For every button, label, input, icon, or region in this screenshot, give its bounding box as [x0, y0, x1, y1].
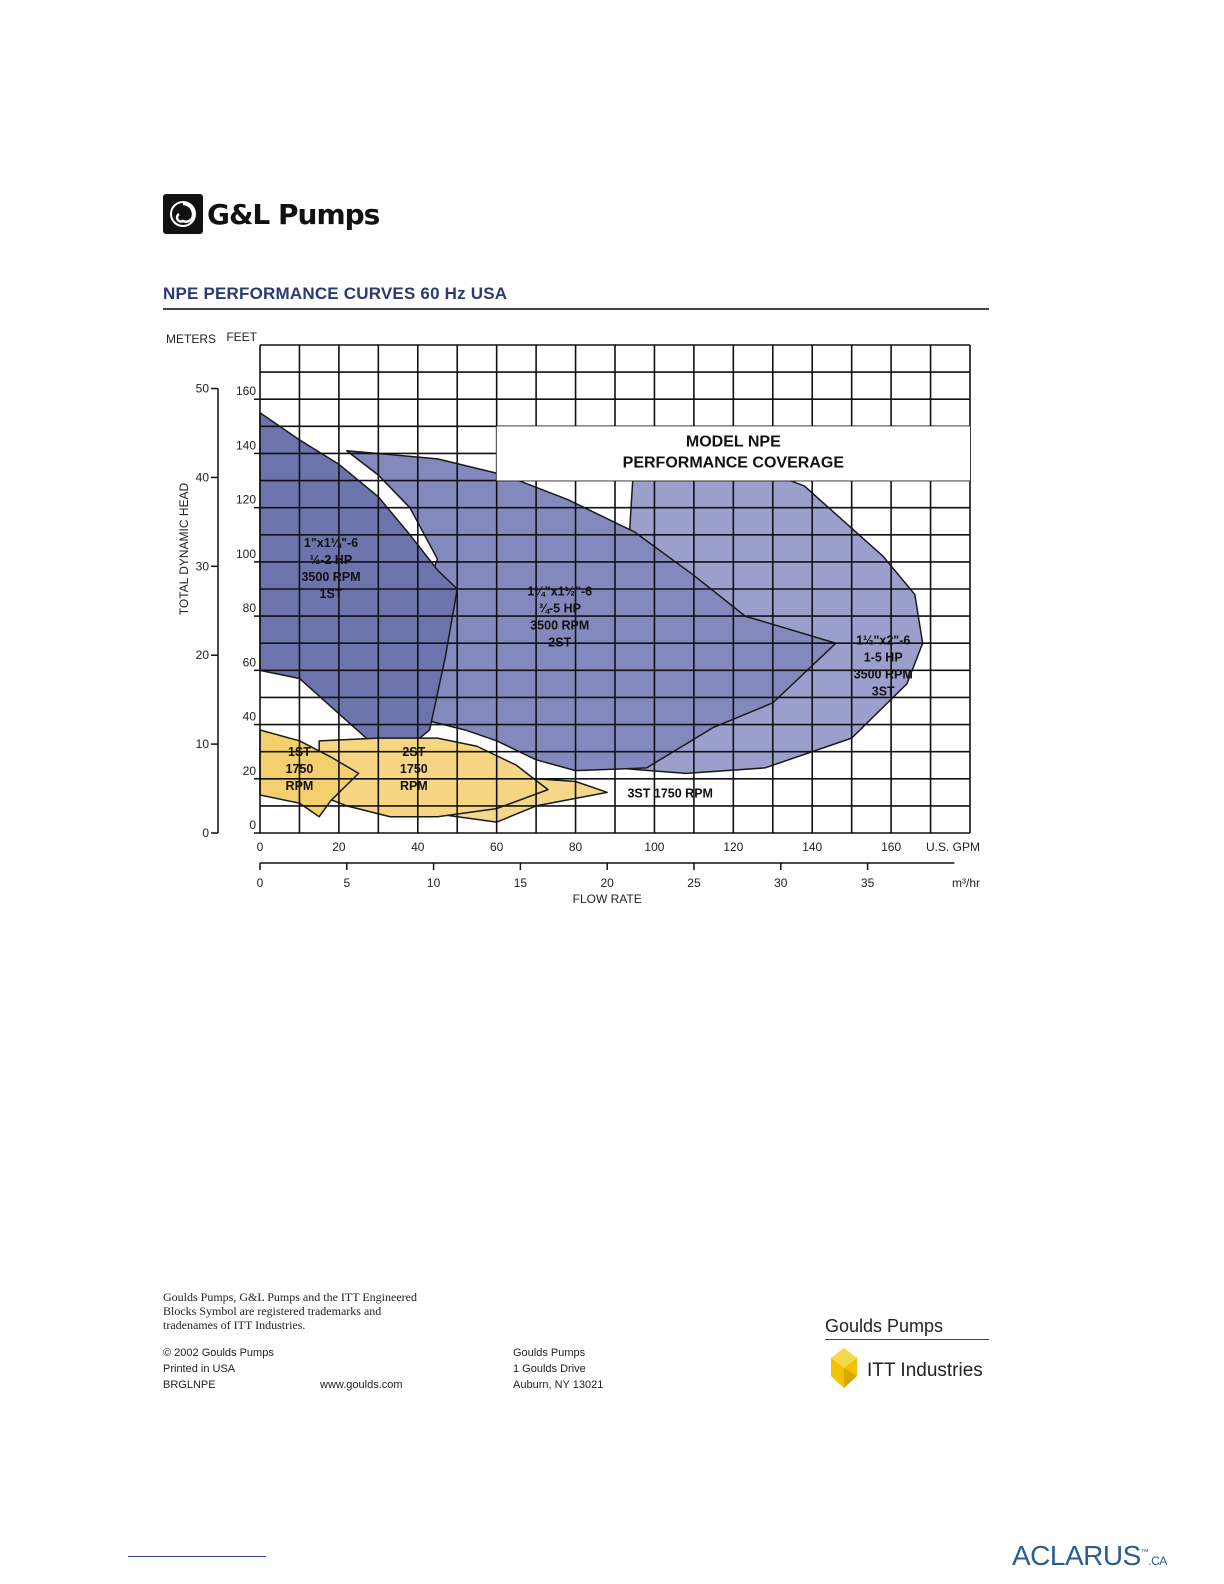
- x2-unit-label: m³/hr: [952, 876, 980, 890]
- x-tick-label: 0: [256, 840, 264, 854]
- y-axis-title: TOTAL DYNAMIC HEAD: [177, 482, 191, 616]
- gl-pumps-logo: [163, 192, 379, 236]
- series-label: 3500 RPM: [853, 667, 913, 682]
- series-label: RPM: [399, 778, 428, 793]
- corporate-logo: [825, 1316, 989, 1395]
- trademark-line: tradenames of ITT Industries.: [163, 1318, 306, 1332]
- y-tick-label: 160: [235, 384, 256, 399]
- x2-tick-label: 25: [687, 876, 701, 890]
- parent-name: ITT Industries: [867, 1359, 983, 1381]
- series-label: 1ST: [319, 586, 343, 601]
- series-label: 3ST 1750 RPM: [627, 786, 713, 801]
- performance-chart: [160, 325, 1000, 915]
- series-label: 1"x1¼"-6: [303, 535, 359, 550]
- y2-tick-label: 0: [202, 826, 209, 840]
- trademark-notice: [163, 1290, 463, 1332]
- y-tick-label: 20: [242, 763, 256, 778]
- title-rule: [163, 308, 989, 310]
- address-block: [513, 1345, 603, 1393]
- x-unit-label: U.S. GPM: [925, 840, 980, 854]
- y2-tick-label: 30: [195, 559, 209, 574]
- x-axis-title: FLOW RATE: [572, 892, 642, 906]
- x2-tick-label: 35: [860, 876, 875, 890]
- series-label: 1750: [285, 761, 314, 776]
- y2-tick-label: 40: [195, 470, 209, 485]
- x2-tick-label: 10: [426, 876, 441, 890]
- y-tick-label: 100: [235, 546, 256, 561]
- y-tick-label: 40: [242, 709, 256, 724]
- series-label: ½-2 HP: [309, 552, 353, 567]
- series-label: 1¼"x1½"-6: [527, 584, 593, 599]
- spiral-logo-icon: [163, 194, 203, 234]
- x2-tick-label: 30: [774, 876, 788, 890]
- doc-code: BRGLNPE: [163, 1379, 216, 1391]
- address-line: Auburn, NY 13021: [513, 1379, 604, 1391]
- x2-tick-label: 15: [513, 876, 528, 890]
- series-label: 1½"x2"-6: [856, 633, 911, 648]
- series-label: 2ST: [548, 635, 572, 650]
- y2-tick-label: 50: [195, 381, 209, 396]
- trademark-line: Blocks Symbol are registered trademarks and: [163, 1304, 382, 1318]
- y-tick-label: 0: [249, 818, 256, 832]
- x-tick-label: 100: [644, 840, 665, 854]
- x2-tick-label: 5: [343, 876, 351, 890]
- aclarus-suffix: .CA: [1148, 1554, 1167, 1568]
- y-tick-label: 80: [242, 601, 256, 616]
- series-label: 3ST: [871, 684, 895, 699]
- annotation-text: MODEL NPE: [685, 433, 781, 451]
- copyright-block: [163, 1345, 274, 1393]
- x-tick-label: 20: [332, 840, 346, 854]
- annotation-text: PERFORMANCE COVERAGE: [622, 454, 845, 472]
- printed-line: Printed in USA: [163, 1363, 236, 1375]
- aclarus-tm: ™: [1140, 1547, 1149, 1557]
- bottom-link-line: [128, 1556, 266, 1557]
- x-tick-label: 80: [568, 840, 583, 854]
- series-label: 3500 RPM: [530, 618, 590, 633]
- series-label: 1750: [399, 761, 428, 776]
- chart-title: NPE PERFORMANCE CURVES 60 Hz USA: [163, 284, 508, 303]
- series-label: 1ST: [287, 744, 311, 759]
- address-line: 1 Goulds Drive: [513, 1363, 586, 1375]
- itt-blocks-icon: [825, 1346, 863, 1395]
- y2-tick-label: 20: [195, 648, 209, 663]
- y2-tick-label: 10: [195, 737, 209, 752]
- series-label: 2ST: [402, 744, 426, 759]
- aclarus-watermark: [1012, 1540, 1167, 1572]
- division-name: Goulds Pumps: [825, 1316, 989, 1340]
- y-tick-label: 120: [235, 492, 256, 507]
- series-label: RPM: [285, 778, 314, 793]
- x2-tick-label: 0: [256, 876, 264, 890]
- trademark-line: Goulds Pumps, G&L Pumps and the ITT Engineered: [163, 1290, 417, 1304]
- x2-tick-label: 20: [600, 876, 614, 890]
- brand-name: G&L Pumps: [207, 197, 380, 231]
- copyright-line: © 2002 Goulds Pumps: [163, 1347, 274, 1359]
- series-label: ¾-5 HP: [538, 601, 581, 616]
- y-unit-label: FEET: [226, 330, 257, 344]
- x-tick-label: 120: [723, 840, 744, 854]
- y-tick-label: 140: [235, 438, 256, 453]
- address-line: Goulds Pumps: [513, 1347, 586, 1359]
- website-link[interactable]: www.goulds.com: [320, 1379, 403, 1391]
- y-tick-label: 60: [242, 655, 256, 670]
- y2-unit-label: METERS: [165, 332, 216, 346]
- x-tick-label: 60: [489, 840, 504, 854]
- x-tick-label: 40: [411, 840, 425, 854]
- series-label: 3500 RPM: [301, 569, 361, 584]
- series-label: 1-5 HP: [863, 650, 903, 665]
- x-tick-label: 160: [881, 840, 902, 854]
- x-tick-label: 140: [802, 840, 823, 854]
- aclarus-name: ACLARUS: [1012, 1540, 1141, 1571]
